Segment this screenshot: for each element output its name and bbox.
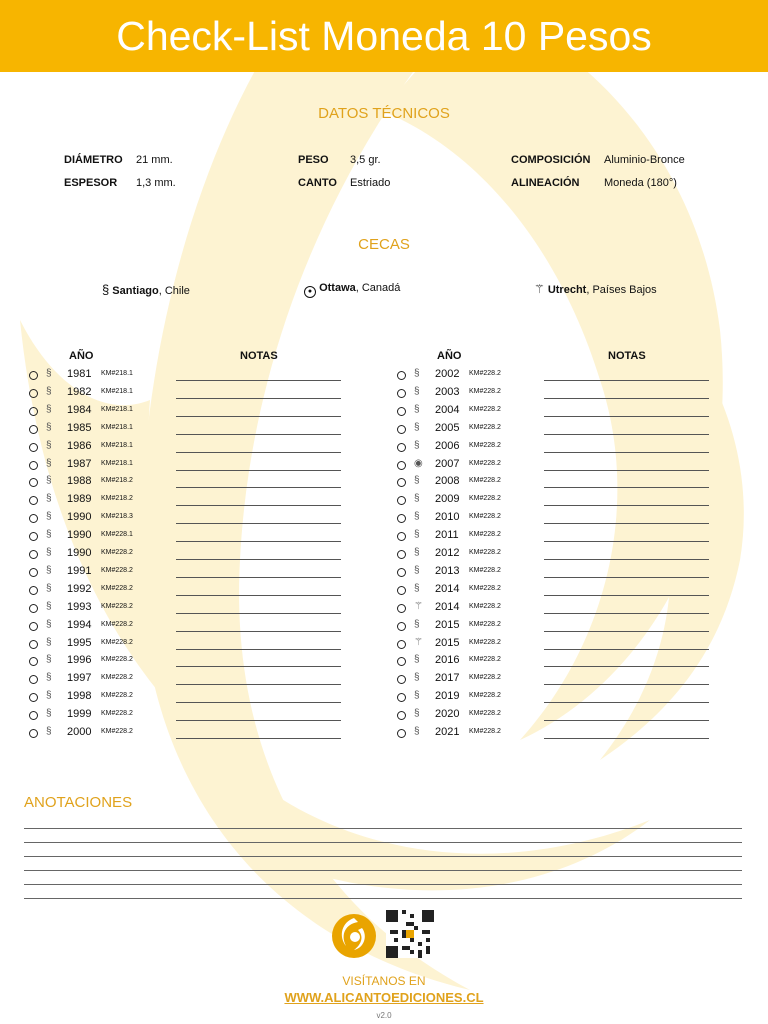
mint-name: Ottawa — [319, 282, 356, 294]
km-cell: KM#228.2 — [101, 656, 133, 664]
santiago-mint-icon: § — [414, 421, 420, 433]
mint-name: Santiago — [112, 285, 159, 297]
year-cell: 2013 — [435, 564, 460, 577]
spec-value: Moneda (180°) — [604, 177, 677, 189]
page-title: Check-List Moneda 10 Pesos — [0, 0, 768, 72]
santiago-mint-icon: § — [46, 564, 52, 576]
spec-value: 21 mm. — [136, 154, 173, 166]
km-cell: KM#228.2 — [101, 566, 133, 574]
santiago-mint-icon: § — [414, 385, 420, 397]
santiago-mint-icon: § — [46, 708, 52, 720]
tech-data-title: DATOS TÉCNICOS — [318, 105, 450, 122]
spec-value: 3,5 gr. — [350, 154, 381, 166]
year-cell: 2014 — [435, 600, 460, 613]
santiago-mint-icon: § — [414, 690, 420, 702]
santiago-mint-icon: § — [102, 282, 110, 297]
km-cell: KM#228.2 — [101, 602, 133, 610]
mint-place: , Chile — [158, 285, 190, 297]
ottawa-mint-icon: ● — [304, 286, 316, 298]
santiago-mint-icon: § — [46, 672, 52, 684]
santiago-mint-icon: § — [414, 511, 420, 523]
phoenix-logo — [328, 908, 380, 960]
santiago-mint-icon: § — [46, 493, 52, 505]
santiago-mint-icon: § — [414, 368, 420, 379]
year-cell: 2003 — [435, 385, 460, 398]
santiago-mint-icon: § — [46, 690, 52, 702]
km-cell: KM#228.2 — [469, 459, 501, 467]
km-cell: KM#228.1 — [101, 531, 133, 539]
year-cell: 2019 — [435, 690, 460, 703]
santiago-mint-icon: § — [414, 672, 420, 684]
santiago-mint-icon: § — [414, 493, 420, 505]
santiago-mint-icon: § — [46, 439, 52, 451]
utrecht-mint-icon: ⚚ — [414, 636, 423, 648]
note-line[interactable] — [24, 870, 742, 871]
km-cell: KM#228.2 — [101, 710, 133, 718]
santiago-mint-icon: § — [46, 403, 52, 415]
km-cell: KM#228.2 — [469, 674, 501, 682]
year-cell: 2010 — [435, 511, 460, 524]
santiago-mint-icon: § — [46, 421, 52, 433]
santiago-mint-icon: § — [46, 654, 52, 666]
santiago-mint-icon: § — [46, 618, 52, 630]
spec-label: COMPOSICIÓN — [511, 154, 591, 166]
spec-label: PESO — [298, 154, 329, 166]
year-cell: 2011 — [435, 529, 459, 542]
notes-header-left: NOTAS — [240, 350, 278, 362]
ottawa-mint-icon: ◉ — [414, 457, 423, 469]
spec-label: ESPESOR — [64, 177, 118, 189]
km-cell: KM#228.2 — [469, 602, 501, 610]
spec-value: Estriado — [350, 177, 391, 189]
year-cell: 1986 — [67, 439, 92, 452]
year-cell: 1985 — [67, 421, 92, 434]
km-cell: KM#228.2 — [469, 477, 501, 485]
santiago-mint-icon: § — [46, 529, 52, 541]
note-line[interactable] — [24, 856, 742, 857]
utrecht-mint-icon: ⚚ — [414, 600, 423, 612]
qr-code-icon — [386, 910, 434, 958]
year-header-right: AÑO — [437, 350, 462, 362]
km-cell: KM#218.1 — [101, 423, 133, 431]
year-cell: 1993 — [67, 600, 92, 613]
qr-code[interactable] — [386, 910, 434, 958]
year-cell: 2017 — [435, 672, 460, 685]
mint-name: Utrecht — [547, 284, 587, 296]
year-cell: 2005 — [435, 421, 460, 434]
year-cell: 1999 — [67, 708, 92, 721]
footer-website-link[interactable]: WWW.ALICANTOEDICIONES.CL — [284, 990, 484, 1005]
year-cell: 2020 — [435, 708, 460, 721]
spec-value: Aluminio-Bronce — [604, 154, 685, 166]
year-cell: 2007 — [435, 457, 460, 470]
santiago-mint-icon: § — [46, 457, 52, 469]
km-cell: KM#228.2 — [101, 549, 133, 556]
year-cell: 1988 — [67, 475, 92, 488]
year-cell: 1981 — [67, 368, 92, 380]
santiago-mint-icon: § — [414, 564, 420, 576]
km-cell: KM#218.2 — [101, 477, 133, 485]
year-cell: 2006 — [435, 439, 460, 452]
note-line[interactable] — [24, 828, 742, 829]
year-cell: 2015 — [435, 636, 460, 649]
spec-label: DIÁMETRO — [64, 154, 123, 166]
km-cell: KM#228.2 — [101, 620, 133, 628]
year-cell: 1987 — [67, 457, 92, 470]
santiago-mint-icon: § — [46, 511, 52, 523]
year-cell: 2004 — [435, 403, 460, 416]
year-cell: 2009 — [435, 493, 460, 506]
santiago-mint-icon: § — [414, 475, 420, 487]
km-cell: KM#228.2 — [469, 710, 501, 718]
footer-visit-text: VISÍTANOS EN — [342, 974, 426, 988]
utrecht-mint-icon: ⚚ — [534, 282, 545, 296]
km-cell: KM#228.2 — [469, 513, 501, 521]
km-cell: KM#228.2 — [101, 584, 133, 592]
santiago-mint-icon: § — [414, 708, 420, 720]
notes-title: ANOTACIONES — [24, 794, 133, 811]
year-cell: 1984 — [67, 403, 92, 416]
km-cell: KM#218.1 — [101, 387, 133, 395]
spec-label: ALINEACIÓN — [511, 177, 580, 189]
km-cell: KM#228.2 — [101, 674, 133, 682]
santiago-mint-icon: § — [46, 582, 52, 594]
year-cell: 2021 — [435, 726, 460, 738]
spec-value: 1,3 mm. — [136, 177, 176, 189]
santiago-mint-icon: § — [414, 547, 420, 558]
year-cell: 1989 — [67, 493, 92, 506]
mint-place: , Países Bajos — [586, 284, 657, 296]
year-cell: 2016 — [435, 654, 460, 667]
km-cell: KM#218.1 — [101, 441, 133, 449]
km-cell: KM#228.2 — [469, 405, 501, 413]
km-cell: KM#228.2 — [469, 566, 501, 574]
km-cell: KM#228.2 — [469, 549, 501, 556]
km-cell: KM#218.2 — [101, 495, 133, 503]
santiago-mint-icon: § — [414, 582, 420, 594]
notes-header-right: NOTAS — [608, 350, 646, 362]
spec-label: CANTO — [298, 177, 337, 189]
note-line[interactable] — [24, 898, 742, 899]
km-cell: KM#228.2 — [469, 692, 501, 700]
year-cell: 2012 — [435, 547, 460, 559]
year-cell: 2008 — [435, 475, 460, 488]
year-cell: 2014 — [435, 582, 460, 595]
santiago-mint-icon: § — [46, 385, 52, 397]
santiago-mint-icon: § — [414, 654, 420, 666]
km-cell: KM#228.2 — [469, 620, 501, 628]
year-cell: 2015 — [435, 618, 460, 631]
km-cell: KM#228.2 — [469, 441, 501, 449]
note-line[interactable] — [24, 884, 742, 885]
year-cell: 1991 — [67, 564, 92, 577]
santiago-mint-icon: § — [414, 529, 420, 541]
santiago-mint-icon: § — [414, 403, 420, 415]
note-line[interactable] — [24, 842, 742, 843]
km-cell: KM#228.2 — [469, 584, 501, 592]
km-cell: KM#228.2 — [469, 656, 501, 664]
km-cell: KM#228.2 — [469, 728, 501, 735]
mints-title: CECAS — [358, 236, 410, 253]
santiago-mint-icon: § — [46, 726, 52, 737]
km-cell: KM#228.2 — [469, 370, 501, 377]
year-cell: 1998 — [67, 690, 92, 703]
year-cell: 2002 — [435, 368, 460, 380]
km-cell: KM#218.1 — [101, 405, 133, 413]
year-cell: 2000 — [67, 726, 92, 738]
santiago-mint-icon: § — [46, 368, 52, 379]
year-cell: 1996 — [67, 654, 92, 667]
version-label: v2.0 — [376, 1011, 392, 1020]
year-cell: 1992 — [67, 582, 92, 595]
km-cell: KM#228.2 — [469, 531, 501, 539]
km-cell: KM#228.2 — [101, 728, 133, 735]
year-cell: 1990 — [67, 511, 92, 524]
km-cell: KM#228.2 — [469, 387, 501, 395]
km-cell: KM#218.1 — [101, 459, 133, 467]
year-cell: 1995 — [67, 636, 92, 649]
km-cell: KM#228.2 — [469, 638, 501, 646]
km-cell: KM#228.2 — [469, 495, 501, 503]
santiago-mint-icon: § — [46, 475, 52, 487]
santiago-mint-icon: § — [414, 439, 420, 451]
santiago-mint-icon: § — [46, 636, 52, 648]
year-cell: 1990 — [67, 547, 92, 559]
km-cell: KM#228.2 — [469, 423, 501, 431]
santiago-mint-icon: § — [46, 547, 52, 558]
km-cell: KM#228.2 — [101, 638, 133, 646]
year-cell: 1982 — [67, 385, 92, 398]
santiago-mint-icon: § — [414, 726, 420, 737]
km-cell: KM#228.2 — [101, 692, 133, 700]
year-header-left: AÑO — [69, 350, 94, 362]
santiago-mint-icon: § — [46, 600, 52, 612]
km-cell: KM#218.3 — [101, 513, 133, 521]
phoenix-logo-icon — [328, 908, 380, 960]
mint-place: , Canadá — [355, 282, 401, 294]
year-cell: 1990 — [67, 529, 92, 542]
km-cell: KM#218.1 — [101, 370, 133, 377]
year-cell: 1994 — [67, 618, 92, 631]
santiago-mint-icon: § — [414, 618, 420, 630]
year-cell: 1997 — [67, 672, 92, 685]
